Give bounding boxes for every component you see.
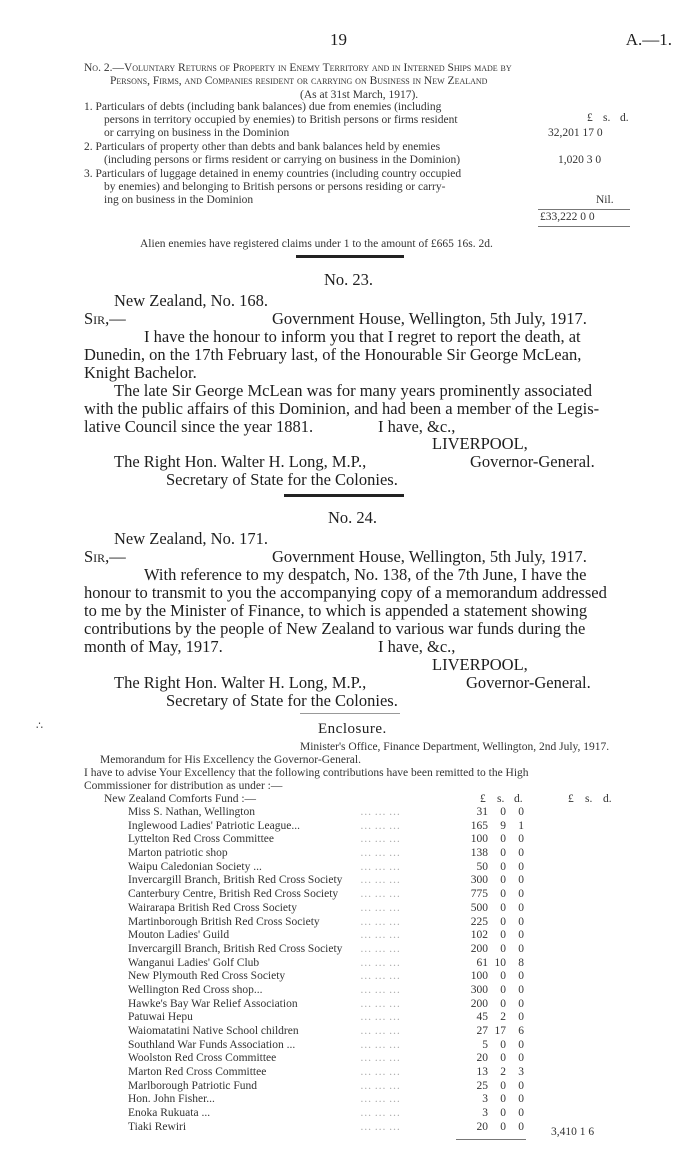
enclosure-advise-line-1: I have to advise Your Excellency that the following contributions have been remitted to the High <box>84 767 529 779</box>
returns-item-3-line-3: ing on business in the Dominion <box>104 194 254 206</box>
letter23-addressee-title: Secretary of State for the Colonies. <box>166 470 398 489</box>
contribution-pence: 0 <box>518 1107 524 1120</box>
page-number: 19 <box>330 30 347 49</box>
letter24-addressee-title: Secretary of State for the Colonies. <box>166 691 398 710</box>
contribution-pounds: 13 <box>476 1066 488 1079</box>
leader-dots: … … … <box>360 847 401 860</box>
contribution-pounds: 165 <box>470 819 488 832</box>
contribution-shillings: 0 <box>500 942 506 955</box>
contribution-shillings: 0 <box>500 1079 506 1092</box>
contribution-pounds: 61 <box>476 956 488 969</box>
leader-dots: … … … <box>360 901 401 914</box>
contribution-shillings: 0 <box>500 915 506 928</box>
letter23-salutation: Sir,— <box>84 309 126 328</box>
leader-dots: … … … <box>360 970 401 983</box>
leader-dots: … … … <box>360 1079 401 1092</box>
returns-item-2-line-1: 2. Particulars of property other than debts and bank balances held by enemies <box>84 141 441 153</box>
leader-dots: … … … <box>360 1011 401 1024</box>
leader-dots: … … … <box>360 1038 401 1051</box>
contribution-pence: 0 <box>518 1052 524 1065</box>
returns-item-3-line-1: 3. Particulars of luggage detained in enemy countries (including country occupied <box>84 168 462 180</box>
contribution-name: Hon. John Fisher... <box>128 1093 215 1106</box>
letter23-place-date: Government House, Wellington, 5th July, 1917. <box>272 309 587 328</box>
letter24-body-line-4: contributions by the people of New Zealand to various war funds during the <box>84 619 586 638</box>
letter23-number: No. 23. <box>324 270 374 289</box>
contribution-pence: 0 <box>518 860 524 873</box>
fund-name: New Zealand Comforts Fund :— <box>104 793 257 805</box>
contribution-pence <box>506 806 524 1135</box>
contribution-pence: 0 <box>518 1093 524 1106</box>
contribution-pence: 6 <box>518 1025 524 1037</box>
letter23-body-line-3: Knight Bachelor. <box>84 363 197 382</box>
contribution-name: Wellington Red Cross shop... <box>128 983 263 996</box>
letter24-addressee: The Right Hon. Walter H. Long, M.P., <box>114 673 367 692</box>
contribution-pounds <box>450 806 488 1135</box>
letter24-signature: LIVERPOOL, <box>432 655 528 674</box>
contribution-pence: 0 <box>518 874 524 887</box>
contribution-shillings: 0 <box>500 847 506 860</box>
leader-dots: … … … <box>360 1107 401 1120</box>
contribution-name: Marlborough Patriotic Fund <box>128 1079 258 1092</box>
returns-item-3-line-2: by enemies) and belonging to British persons or persons residing or carry- <box>104 181 446 193</box>
leader-dots: … … … <box>360 929 401 942</box>
leader-dots: … … … <box>360 983 401 996</box>
contribution-pounds: 300 <box>470 874 488 887</box>
letter23-body-line-6: lative Council since the year 1881. <box>84 417 314 436</box>
enclosure-advise-line-2: Commissioner for distribution as under :— <box>84 780 283 792</box>
returns-date: (As at 31st March, 1917). <box>300 89 419 101</box>
contribution-pounds: 31 <box>476 806 488 818</box>
contribution-pence: 0 <box>518 997 524 1010</box>
letter23-signer-title: Governor-General. <box>470 452 595 471</box>
contributions-total: 3,410 1 6 <box>551 1126 595 1138</box>
contribution-name: Mouton Ladies' Guild <box>128 929 230 942</box>
contribution-pounds: 20 <box>476 1120 488 1133</box>
contribution-shillings: 0 <box>500 1120 506 1133</box>
contribution-shillings: 0 <box>500 970 506 983</box>
contribution-pounds: 300 <box>470 983 488 996</box>
contribution-pounds: 3 <box>482 1107 488 1120</box>
contribution-pence: 1 <box>518 819 524 832</box>
contribution-pounds: 102 <box>470 929 488 942</box>
letter24-place-date: Government House, Wellington, 5th July, 1917. <box>272 547 587 566</box>
letter24-body-line-5: month of May, 1917. <box>84 637 223 656</box>
contribution-pence: 0 <box>518 847 524 860</box>
returns-item-3-amount: Nil. <box>596 194 614 206</box>
leader-dots: … … … <box>360 1052 401 1065</box>
contribution-pence: 0 <box>518 942 524 955</box>
contribution-name: Miss S. Nathan, Wellington <box>128 806 255 818</box>
contribution-pence: 0 <box>518 929 524 942</box>
contribution-pounds: 100 <box>470 970 488 983</box>
letter23-signature: LIVERPOOL, <box>432 434 528 453</box>
contribution-pounds: 138 <box>470 847 488 860</box>
leader-dots: … … … <box>360 874 401 887</box>
contribution-shillings: 10 <box>494 956 506 969</box>
returns-item-1-line-1: 1. Particulars of debts (including bank balances) due from enemies (including <box>84 101 442 113</box>
letter24-closing: I have, &c., <box>378 637 456 656</box>
currency-pounds: £ <box>587 112 593 124</box>
contribution-shillings <box>488 806 506 1135</box>
returns-item-1-line-2: persons in territory occupied by enemies) to British persons or firms resident <box>104 114 458 126</box>
letter23-addressee: The Right Hon. Walter H. Long, M.P., <box>114 452 367 471</box>
enclosure-heading: Enclosure. <box>318 721 387 737</box>
contribution-shillings: 2 <box>500 1011 506 1024</box>
letter24-salutation: Sir,— <box>84 547 126 566</box>
contribution-pounds: 200 <box>470 942 488 955</box>
section-divider-2 <box>284 494 404 497</box>
letter24-nz-ref: New Zealand, No. 171. <box>114 529 268 548</box>
contribution-name: Canterbury Centre, British Red Cross Society <box>128 888 339 901</box>
enc-currency-shillings: s. <box>497 793 505 805</box>
enc-currency-pence: d. <box>514 793 523 805</box>
returns-total: £33,222 0 0 <box>540 211 595 223</box>
letter24-body-line-1: With reference to my despatch, No. 138, of the 7th June, I have the <box>144 565 587 584</box>
contribution-name: Invercargill Branch, British Red Cross Society <box>128 942 343 955</box>
leader-dots: … … … <box>360 1025 401 1037</box>
margin-mark-icon: ∴ <box>36 720 43 732</box>
leader-dots: … … … <box>360 1066 401 1079</box>
letter24-body-line-3: to me by the Minister of Finance, to which is appended a statement showing <box>84 601 588 620</box>
contribution-name: Inglewood Ladies' Patriotic League... <box>128 819 300 832</box>
contribution-shillings: 0 <box>500 806 506 818</box>
letter23-body-line-4: The late Sir George McLean was for many years prominently associated <box>114 381 593 400</box>
contribution-pence: 0 <box>518 915 524 928</box>
currency-pence: d. <box>620 112 629 124</box>
contribution-shillings: 0 <box>500 901 506 914</box>
contribution-pounds: 20 <box>476 1052 488 1065</box>
contribution-pounds: 3 <box>482 1093 488 1106</box>
letter23-body-line-2: Dunedin, on the 17th February last, of the Honourable Sir George McLean, <box>84 345 582 364</box>
contribution-pounds: 225 <box>470 915 488 928</box>
enc-currency-pounds: £ <box>480 793 486 805</box>
contribution-pounds: 45 <box>476 1011 488 1024</box>
enclosure-memo-line: Memorandum for His Excellency the Governor-General. <box>100 754 361 766</box>
enc-total-currency-shillings: s. <box>585 793 593 805</box>
leader-dots: … … … <box>360 833 401 846</box>
contribution-pence: 8 <box>518 956 524 969</box>
contribution-name: Wairarapa British Red Cross Society <box>128 901 297 914</box>
contribution-pounds: 775 <box>470 888 488 901</box>
contribution-shillings: 17 <box>494 1025 506 1037</box>
section-divider-1 <box>296 255 404 258</box>
returns-item-1-line-3: or carrying on business in the Dominion <box>104 127 290 139</box>
contribution-pence: 0 <box>518 983 524 996</box>
contribution-shillings: 0 <box>500 874 506 887</box>
contribution-pounds: 100 <box>470 833 488 846</box>
enc-total-currency-pence: d. <box>603 793 612 805</box>
contribution-pence: 0 <box>518 970 524 983</box>
contribution-name: Lyttelton Red Cross Committee <box>128 833 274 846</box>
returns-item-2-amount: 1,020 3 0 <box>558 154 602 166</box>
contribution-name: Woolston Red Cross Committee <box>128 1052 277 1065</box>
letter23-body-line-5: with the public affairs of this Dominion, and had been a member of the Legis- <box>84 399 600 418</box>
contribution-pounds: 27 <box>476 1025 488 1037</box>
leader-dots: … … … <box>360 915 401 928</box>
letter24-body-line-2: honour to transmit to you the accompanying copy of a memorandum addressed <box>84 583 607 602</box>
contribution-name: Invercargill Branch, British Red Cross Society <box>128 874 343 887</box>
contribution-name: Waiomatatini Native School children <box>128 1025 299 1037</box>
leader-dots: … … … <box>360 942 401 955</box>
contribution-name: New Plymouth Red Cross Society <box>128 970 286 983</box>
enclosure-office-line: Minister's Office, Finance Department, Wellington, 2nd July, 1917. <box>300 741 610 753</box>
returns-total-underline <box>538 226 630 227</box>
contribution-leaders <box>300 806 450 1135</box>
contribution-name: Waipu Caledonian Society ... <box>128 860 262 873</box>
contribution-name: Enoka Rukuata ... <box>128 1107 211 1120</box>
contribution-shillings: 2 <box>500 1066 506 1079</box>
contribution-pence: 0 <box>518 1011 524 1024</box>
contribution-name: Marton patriotic shop <box>128 847 228 860</box>
letter23-body-line-1: I have the honour to inform you that I regret to report the death, at <box>144 327 581 346</box>
leader-dots: … … … <box>360 1120 401 1133</box>
contribution-pounds: 25 <box>476 1079 488 1092</box>
returns-item-1-amount: 32,201 17 0 <box>548 127 603 139</box>
contribution-shillings: 0 <box>500 888 506 901</box>
alien-claims-note: Alien enemies have registered claims under 1 to the amount of £665 16s. 2d. <box>140 238 493 250</box>
leader-dots: … … … <box>360 806 401 818</box>
contribution-shillings: 0 <box>500 1038 506 1051</box>
leader-dots: … … … <box>360 997 401 1010</box>
contribution-shillings: 0 <box>500 1107 506 1120</box>
contribution-pence: 0 <box>518 1120 524 1133</box>
contribution-pounds: 5 <box>482 1038 488 1051</box>
contribution-shillings: 0 <box>500 929 506 942</box>
contributions-total-rule <box>456 1139 526 1140</box>
leader-dots: … … … <box>360 860 401 873</box>
contribution-shillings: 0 <box>500 860 506 873</box>
contribution-pence: 3 <box>518 1066 524 1079</box>
currency-shillings: s. <box>603 112 611 124</box>
contribution-name: Hawke's Bay War Relief Association <box>128 997 298 1010</box>
leader-dots: … … … <box>360 819 401 832</box>
contribution-shillings: 0 <box>500 1052 506 1065</box>
returns-total-rule <box>538 209 630 210</box>
contribution-name: Patuwai Hepu <box>128 1011 193 1024</box>
letter23-closing: I have, &c., <box>378 417 456 436</box>
contribution-pence: 0 <box>518 833 524 846</box>
letter23-nz-ref: New Zealand, No. 168. <box>114 291 268 310</box>
contribution-name: Wanganui Ladies' Golf Club <box>128 956 260 969</box>
returns-title-line2: Persons, Firms, and Companies resident or carrying on Business in New Zealand <box>110 75 488 87</box>
returns-title-line1: No. 2.—Voluntary Returns of Property in Enemy Territory and in Interned Ships made by <box>84 62 512 74</box>
section-divider-3 <box>300 713 400 714</box>
contribution-pence: 0 <box>518 1079 524 1092</box>
contribution-pounds: 200 <box>470 997 488 1010</box>
contribution-shillings: 0 <box>500 997 506 1010</box>
letter24-number: No. 24. <box>328 508 378 527</box>
contribution-shillings: 0 <box>500 833 506 846</box>
contribution-pounds: 50 <box>476 860 488 873</box>
letter24-signer-title: Governor-General. <box>466 673 591 692</box>
contribution-pence: 0 <box>518 888 524 901</box>
contribution-name: Tiaki Rewiri <box>128 1120 187 1133</box>
leader-dots: … … … <box>360 888 401 901</box>
document-reference: A.—1. <box>625 30 672 49</box>
contribution-shillings: 9 <box>500 819 506 832</box>
enc-total-currency-pounds: £ <box>568 793 574 805</box>
contribution-name: Marton Red Cross Committee <box>128 1066 267 1079</box>
leader-dots: … … … <box>360 956 401 969</box>
leader-dots: … … … <box>360 1093 401 1106</box>
contribution-name: Martinborough British Red Cross Society <box>128 915 320 928</box>
contribution-pounds: 500 <box>470 901 488 914</box>
contribution-shillings: 0 <box>500 983 506 996</box>
returns-item-2-line-2: (including persons or firms resident or carrying on business in the Dominion) <box>104 154 461 166</box>
contribution-pence: 0 <box>518 901 524 914</box>
contribution-pence: 0 <box>518 806 524 818</box>
contribution-name: Southland War Funds Association ... <box>128 1038 296 1051</box>
contribution-pence: 0 <box>518 1038 524 1051</box>
contribution-shillings: 0 <box>500 1093 506 1106</box>
